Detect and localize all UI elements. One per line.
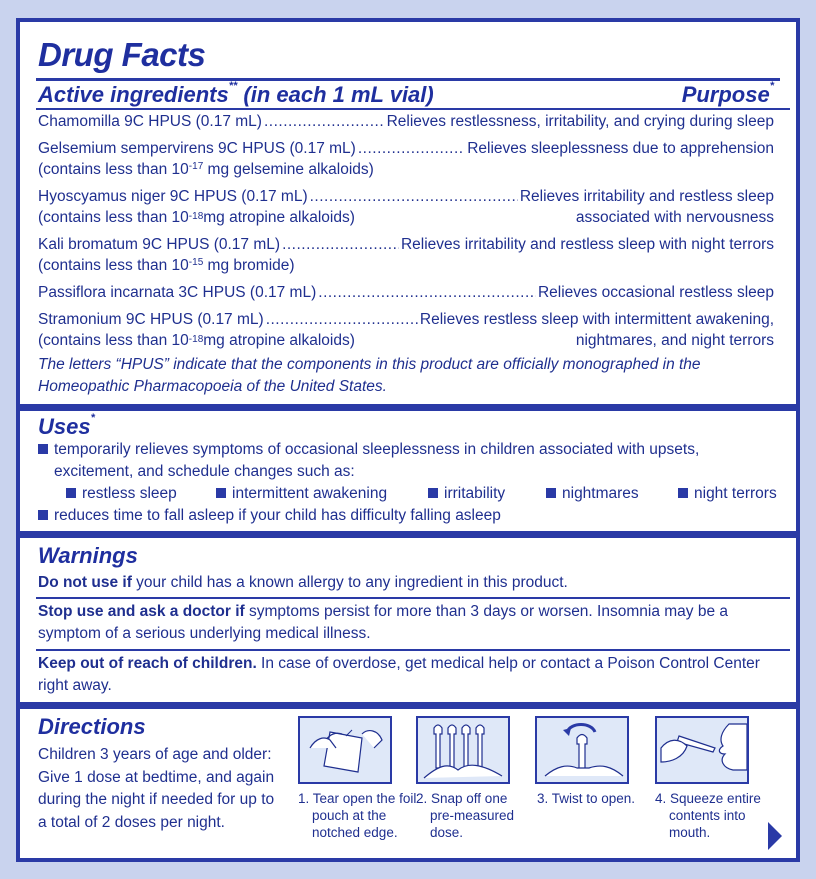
bullet-icon <box>38 510 48 520</box>
hpus-note-cont: Homeopathic Pharmacopoeia of the United States. <box>38 378 387 395</box>
uses-item: reduces time to fall asleep if your child has difficulty falling asleep <box>38 506 774 526</box>
active-rule <box>36 108 790 110</box>
section-divider <box>20 404 796 411</box>
symptom-item: restless sleep <box>82 485 177 502</box>
bullet-icon <box>428 488 438 498</box>
title-rule <box>36 78 780 81</box>
bullet-icon <box>678 488 688 498</box>
warnings-heading: Warnings <box>38 543 138 568</box>
uses-heading-mark: * <box>90 412 95 424</box>
ingredient-row <box>38 235 774 255</box>
uses-item: temporarily relieves symptoms of occasional sleeplessness in children associated with upsets, <box>38 440 774 460</box>
ingredient-name: Chamomilla 9C HPUS (0.17 mL) <box>38 113 262 130</box>
symptom-item: night terrors <box>694 485 777 502</box>
warning-do-not-use: Do not use if your child has a known allergy to any ingredient in this product. <box>38 574 568 591</box>
section-divider <box>20 702 796 709</box>
warning-stop-use-cont: symptom of a serious underlying medical illness. <box>38 625 371 642</box>
purpose-heading-text: Purpose <box>681 82 770 107</box>
ingredient-row <box>38 283 774 303</box>
ingredient-purpose: Relieves occasional restless sleep <box>537 284 774 301</box>
ingredient-name: Kali bromatum 9C HPUS (0.17 mL) <box>38 236 281 253</box>
vials-icon <box>418 718 508 782</box>
ingredient-note: (contains less than $10^{-17}$ mg gelsemine alkaloids) <box>38 161 374 178</box>
foil-pouch-icon <box>300 718 390 782</box>
warning-rule <box>36 649 790 651</box>
bullet-icon <box>38 444 48 454</box>
uses-heading-text: Uses <box>38 414 91 439</box>
warning-keep-out: Keep out of reach of children. In case of overdose, get medical help or contact a Poison Control Center <box>38 655 760 672</box>
directions-heading: Directions <box>38 714 146 739</box>
step-1-caption: 1. Tear open the foil pouch at the notched edge. <box>298 791 417 840</box>
purpose-heading <box>682 82 774 108</box>
bullet-icon <box>216 488 226 498</box>
squeeze-mouth-icon <box>657 718 747 782</box>
step-4-illustration <box>655 716 749 784</box>
drug-facts-title: Drug Facts <box>38 36 206 73</box>
warning-rule <box>36 597 790 599</box>
ingredient-purpose-cont: associated with nervousness <box>575 209 774 226</box>
ingredient-purpose: Relieves sleeplessness due to apprehension <box>467 140 774 157</box>
symptom-item: irritability <box>444 485 506 502</box>
ingredient-purpose: Relieves irritability and restless sleep <box>519 188 774 205</box>
ingredient-name: Passiflora incarnata 3C HPUS (0.17 mL) <box>38 284 317 301</box>
active-ingredients-heading <box>38 82 434 108</box>
bullet-icon <box>66 488 76 498</box>
step-2-caption: 2. Snap off one pre-measured dose. <box>416 791 515 840</box>
uses-item-cont: excitement, and schedule changes such as: <box>54 463 355 480</box>
step-1-illustration <box>298 716 392 784</box>
warning-stop-use: Stop use and ask a doctor if symptoms persist for more than 3 days or worsen. Insomnia may be a <box>38 603 728 620</box>
ingredient-purpose: Relieves restlessness, irritability, and crying during sleep <box>386 113 774 130</box>
active-heading-text: Active ingredients <box>38 82 229 107</box>
ingredient-row <box>38 310 774 330</box>
uses-heading <box>38 414 95 440</box>
ingredient-name: Hyoscyamus niger 9C HPUS (0.17 mL) <box>38 188 308 205</box>
active-heading-tail: (in each 1 mL vial) <box>237 82 434 107</box>
bullet-icon <box>546 488 556 498</box>
symptom-item: nightmares <box>562 485 639 502</box>
warning-keep-out-cont: right away. <box>38 677 112 694</box>
ingredient-row <box>38 112 774 132</box>
twist-vial-icon <box>537 718 627 782</box>
directions-text: Children 3 years of age and older: Give 1 dose at bedtime, and again during the night if needed for up to a total of 2 doses per night. <box>38 746 275 831</box>
ingredient-note: (contains less than $10^{-15}$ mg bromide) <box>38 257 295 274</box>
next-arrow-icon[interactable] <box>768 822 782 850</box>
step-2-illustration <box>416 716 510 784</box>
ingredient-purpose: Relieves restless sleep with intermittent awakening, <box>419 311 774 328</box>
active-heading-mark: ** <box>228 80 238 92</box>
ingredient-purpose: Relieves irritability and restless sleep with night terrors <box>400 236 774 253</box>
step-3-illustration <box>535 716 629 784</box>
ingredient-row <box>38 187 774 207</box>
drug-facts-panel <box>16 18 800 862</box>
ingredient-row <box>38 139 774 159</box>
ingredient-name: Gelsemium sempervirens 9C HPUS (0.17 mL) <box>38 140 356 157</box>
step-4-caption: 4. Squeeze entire contents into mouth. <box>655 791 761 840</box>
ingredient-purpose-cont: nightmares, and night terrors <box>575 332 774 349</box>
symptom-item: intermittent awakening <box>232 485 388 502</box>
ingredient-note: (contains less than 10 -18 mg atropine alkaloids) associated with nervousness <box>38 209 774 226</box>
step-3-caption: 3. Twist to open. <box>537 791 636 806</box>
section-divider <box>20 531 796 538</box>
purpose-heading-mark: * <box>769 80 774 92</box>
ingredient-note: (contains less than 10 -18 mg atropine alkaloids) nightmares, and night terrors <box>38 332 774 349</box>
symptom-list <box>66 484 777 504</box>
ingredient-name: Stramonium 9C HPUS (0.17 mL) <box>38 311 264 328</box>
hpus-note: The letters “HPUS” indicate that the components in this product are officially monographed in the <box>38 356 701 373</box>
